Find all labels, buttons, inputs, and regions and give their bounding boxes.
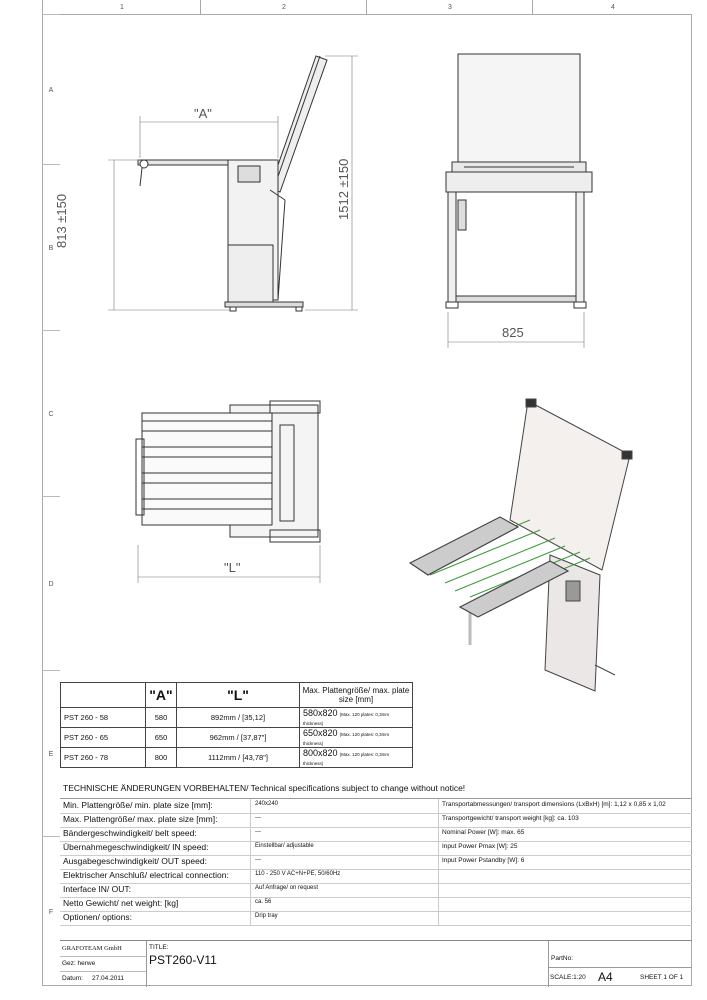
size-value: 580x820 [303,708,338,718]
drawing-title: PST260-V11 [149,953,217,967]
dimension-813-label: 813 ±150 [54,193,69,248]
spec-label: Bändergeschwindigkeit/ belt speed: [63,828,197,838]
grid-row-e: E [42,670,60,837]
spec-label: Elektrischer Anschluß/ electrical connection: [63,870,229,880]
grid-row-d: D [42,496,60,671]
table-row [61,748,413,768]
spec-value: Einstellbar/ adjustable [255,843,314,849]
spec-label: Netto Gewicht/ net weight: [kg] [63,898,179,908]
spec-label: Max. Plattengröße/ max. plate size [mm]: [63,814,218,824]
l-cell: 892mm / [35,12] [177,708,300,728]
dimension-825-label: 825 [502,325,524,340]
a-cell: 580 [146,708,177,728]
spec-right: Nominal Power [W]: max. 65 [442,829,525,836]
spec-label: Optionen/ options: [63,912,132,922]
spec-label: Ausgabegeschwindigkeit/ OUT speed: [63,856,207,866]
model-cell: PST 260 - 78 [61,748,146,768]
spec-value: --- [255,815,261,821]
a-cell: 650 [146,728,177,748]
drawn-by: Gez: herwe [62,960,96,967]
spec-row [60,799,692,814]
dimension-l-label: "L" [224,560,241,575]
size-value: 650x820 [303,728,338,738]
spec-value: Auf Anfrage/ on request [255,885,319,891]
grid-row-a: A [42,14,60,165]
side-view-drawing [80,40,380,330]
date-label: Datum: [62,975,83,982]
dimension-1512-label: 1512 ±150 [336,158,351,220]
size-cell [300,708,413,728]
grid-col-3: 3 [366,0,533,14]
spec-row [60,827,692,842]
spec-label: Interface IN/ OUT: [63,884,132,894]
title-label: TITLE: [149,944,169,951]
sheet-number: SHEET 1 OF 1 [640,974,684,981]
size-note: (Max. 120 plates: 0,3mm thickness) [303,752,390,766]
title-block [60,940,692,987]
model-cell: PST 260 - 65 [61,728,146,748]
spec-value: --- [255,829,261,835]
model-cell: PST 260 - 58 [61,708,146,728]
change-notice: TECHNISCHE ÄNDERUNGEN VORBEHALTEN/ Technical specifications subject to change without notice! [63,783,466,793]
spec-row [60,855,692,870]
spec-right: Input Power Pmax [W]: 25 [442,843,518,850]
spec-row [60,869,692,884]
spec-row [60,813,692,828]
product-table [60,682,413,768]
spec-label: Min. Plattengröße/ min. plate size [mm]: [63,800,213,810]
spec-value: 240x240 [255,801,279,807]
grid-row-c: C [42,330,60,497]
isometric-view-drawing [400,395,640,695]
spec-row [60,841,692,856]
col-size-header: Max. Plattengröße/ max. plate size [mm] [300,683,413,708]
spec-label: Übernahmegeschwindigkeit/ IN speed: [63,842,209,852]
grid-col-1: 1 [42,0,201,14]
spec-table [60,798,692,922]
table-row [61,728,413,748]
paper-format: A4 [598,970,613,984]
table-row [61,708,413,728]
spec-value: 110 - 250 V AC+N+PE, 50/60Hz [255,871,341,877]
dimension-a-label: "A" [194,106,212,121]
a-cell: 800 [146,748,177,768]
l-cell: 962mm / [37,87"] [177,728,300,748]
front-view-drawing [440,50,600,350]
grid-row-b: B [42,164,60,331]
spec-right: Transportabmessungen/ transport dimensions (LxBxH) [m]: 1,12 x 0,85 x 1,02 [442,801,666,808]
size-note: (Max. 120 plates: 0,3mm thickness) [303,732,390,746]
company-name: GRAFOTEAM GmbH [62,945,122,952]
spec-value: Drip tray [255,913,278,919]
grid-row-f: F [42,836,60,987]
date-value: 27.04.2011 [92,975,125,982]
spec-right: Input Power Pstandby [W]: 6 [442,857,525,864]
top-grid-row [42,0,692,14]
l-cell: 1112mm / [43,78"] [177,748,300,768]
spec-row [60,911,692,926]
spec-value: ca. 56 [255,899,272,905]
spec-value: --- [255,857,261,863]
col-a-header: "A" [146,683,177,708]
part-no-label: PartNo: [551,955,574,962]
scale-label: SCALE:1:20 [550,974,586,981]
spec-right: Transportgewicht/ transport weight [kg]: ca. 103 [442,815,579,822]
spec-row [60,883,692,898]
size-value: 800x820 [303,748,338,758]
size-cell [300,728,413,748]
col-l-header: "L" [177,683,300,708]
grid-col-2: 2 [200,0,367,14]
size-note: (Max. 120 plates: 0,3mm thickness) [303,712,390,726]
spec-row [60,897,692,912]
grid-col-4: 4 [532,0,693,14]
size-cell [300,748,413,768]
